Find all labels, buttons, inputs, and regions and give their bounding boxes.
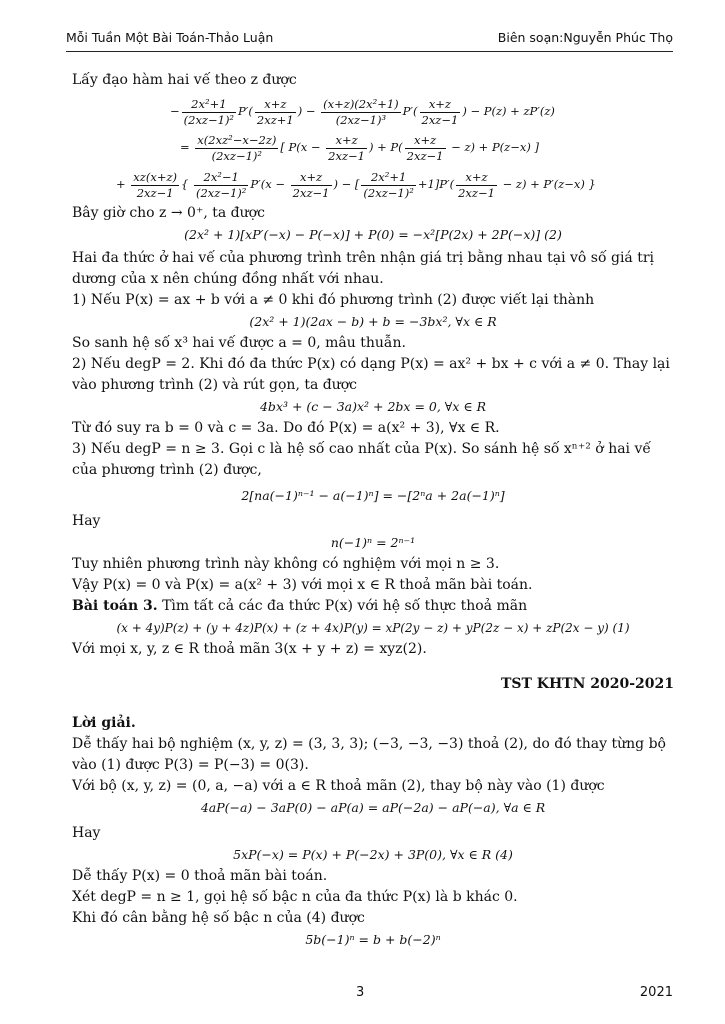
equation-1: (x + 4y)P(z) + (y + 4z)P(x) + (z + 4x)P(y) = xP(2y − z) + yP(2z − x) + zP(2x − y) (1) (116, 621, 630, 635)
equation-4: 5xP(−x) = P(x) + P(−2x) + 3P(0), ∀x ∈ R (4) (233, 847, 513, 862)
text-line: Tuy nhiên phương trình này không có nghiệm với mọi n ≥ 3. (72, 556, 500, 572)
equation: (2x² + 1)(2ax − b) + b = −3bx², ∀x ∈ R (249, 314, 497, 329)
text-line: 1) Nếu P(x) = ax + b với a ≠ 0 khi đó phương trình (2) được viết lại thành (72, 292, 595, 308)
solution-label: Lời giải. (72, 715, 136, 731)
text-line: Vậy P(x) = 0 và P(x) = a(x² + 3) với mọi x ∈ R thoả mãn bài toán. (72, 577, 533, 593)
equation: 4bx³ + (c − 3a)x² + 2bx = 0, ∀x ∈ R (259, 399, 487, 414)
problem-label: Bài toán 3. (72, 598, 158, 614)
text-line: Với mọi x, y, z ∈ R thoả mãn 3(x + y + z) = xyz(2). (72, 641, 427, 657)
page-number: 3 (356, 985, 365, 1000)
text-line: Với bộ (x, y, z) = (0, a, −a) với a ∈ R thoả mãn (2), thay bộ này vào (1) được (72, 778, 605, 794)
equation-2: (2x² + 1)[xP′(−x) − P(−x)] + P(0) = −x²[P(2x) + 2P(−x)] (2) (184, 227, 562, 242)
text-line: Khi đó cân bằng hệ số bậc n của (4) được (72, 910, 365, 926)
problem-text: Tìm tất cả các đa thức P(x) với hệ số thực thoả mãn (162, 598, 528, 614)
problem-statement (72, 596, 674, 617)
text-line: 2) Nếu degP = 2. Khi đó đa thức P(x) có dạng P(x) = ax² + bx + c với a ≠ 0. Thay lại vào phương trình (2) và rút gọn, ta được (72, 356, 670, 393)
derivative-equation: − $\frac{\text{2x²+1}}{\text{(2xz−1)²}}$ P′( $\frac{x+z}{2xz+1}$ ) − $\frac{\text{(x+z)(2x²+1)}}{\text{(2xz−1)³}}$ P′( $\frac{x+z}{2xz-1}$ ) − P(z) + zP′(z) = $\frac{\text{x(2xz²−x−2z)}}{\text{(2xz−1)²}}$ [ P(x − $\frac{x+z}{2xz-1}$ ) + P( $\frac{x+z}{2xz-1}$ − z) + P(z−x) ] + $\frac{xz(x+z)}{2xz-1}$ { $\frac{\text{2x²−1}}{\text{(2xz−1)²}}$ P′(x − $\frac{x+z}{2xz-1}$ ) − [ $\frac{\text{2x²+1}}{\text{(2xz−1)²}}$ +1]P′( $\frac{x+z}{2xz-1}$ − z) + P′(z−x) } (116, 96, 596, 200)
text-line: Xét degP = n ≥ 1, gọi hệ số bậc n của đa thức P(x) là b khác 0. (72, 889, 518, 905)
text-line: Dễ thấy hai bộ nghiệm (x, y, z) = (3, 3, 3); (−3, −3, −3) thoả (2), do đó thay từng bộ vào (1) được P(3) = P(−3) = 0(3). (72, 736, 666, 773)
header-right: Biên soạn:Nguyễn Phúc Thọ (497, 30, 673, 45)
source-label: TST KHTN 2020-2021 (500, 676, 674, 692)
text-line: Lấy đạo hàm hai vế theo z được (72, 72, 297, 88)
text-line: Hay (72, 825, 101, 841)
text-line: Từ đó suy ra b = 0 và c = 3a. Do đó P(x) = a(x² + 3), ∀x ∈ R. (72, 420, 500, 436)
equation: 4aP(−a) − 3aP(0) − aP(a) = aP(−2a) − aP(−a), ∀a ∈ R (200, 800, 546, 815)
equation: 2[na(−1)ⁿ⁻¹ − a(−1)ⁿ] = −[2ⁿa + 2a(−1)ⁿ] (241, 488, 505, 503)
text-line: Hay (72, 513, 101, 529)
equation: 5b(−1)ⁿ = b + b(−2)ⁿ (305, 932, 441, 947)
equation: n(−1)ⁿ = 2ⁿ⁻¹ (330, 535, 416, 550)
page-body (72, 70, 674, 951)
page-header (66, 30, 673, 50)
footer-year: 2021 (639, 985, 673, 1000)
text-line: Dễ thấy P(x) = 0 thoả mãn bài toán. (72, 868, 328, 884)
text-line: Bây giờ cho z → 0⁺, ta được (72, 205, 265, 221)
text-line: 3) Nếu degP = n ≥ 3. Gọi c là hệ số cao nhất của P(x). So sánh hệ số xⁿ⁺² ở hai vế của phương trình (2) được, (72, 441, 652, 478)
text-line: So sanh hệ số x³ hai vế được a = 0, mâu thuẫn. (72, 335, 406, 351)
text-line: Hai đa thức ở hai vế của phương trình trên nhận giá trị bằng nhau tại vô số giá trị dương của x nên chúng đồng nhất với nhau. (72, 250, 655, 287)
header-left: Mỗi Tuần Một Bài Toán-Thảo Luận (66, 30, 274, 45)
header-rule (66, 51, 673, 52)
